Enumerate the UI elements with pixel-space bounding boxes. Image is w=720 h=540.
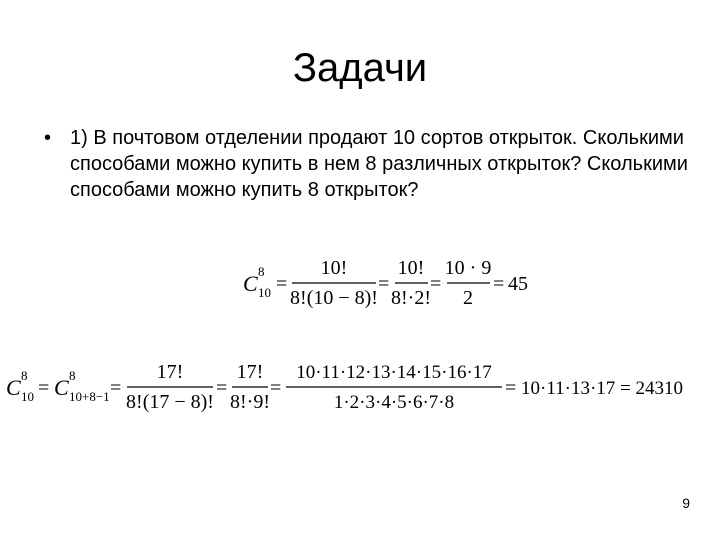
f2-lhs2-sub: 10+8−1	[69, 389, 110, 404]
f1-frac3-den: 2	[463, 287, 473, 309]
f1-lhs-sub: 10	[258, 285, 271, 300]
f1-eq2: =	[378, 273, 390, 295]
f2-frac2-num: 17!	[236, 361, 264, 383]
f1-frac1-num: 10!	[320, 257, 348, 279]
f1-eq1: =	[276, 273, 288, 295]
f2-eq2: =	[216, 377, 228, 399]
f2-eq4: =	[505, 377, 517, 399]
f1-eq3: =	[430, 273, 442, 295]
f2-lhs-sub: 10	[21, 389, 34, 404]
f2-eq0: =	[38, 377, 50, 399]
f1-lhs-sup: 8	[258, 264, 265, 279]
f2-lhs2-letter: C	[54, 375, 69, 400]
f1-frac3-num: 10 · 9	[444, 257, 492, 279]
slide-title: Задачи	[292, 46, 428, 90]
bullet-dot: •	[44, 127, 52, 149]
f2-lhs-letter: C	[6, 375, 21, 400]
f2-lhs2-sup: 8	[69, 368, 76, 383]
f2-lhs-sup: 8	[21, 368, 28, 383]
f2-result: 10·11·13·17 = 24310	[521, 378, 683, 399]
f1-frac2-den: 8!·2!	[391, 287, 431, 309]
f1-frac2-num: 10!	[397, 257, 425, 279]
f1-eq4: =	[493, 273, 505, 295]
formula-combinations-with-repetition	[6, 361, 683, 413]
f1-result: 45	[508, 273, 528, 295]
f2-frac2-den: 8!·9!	[230, 391, 270, 413]
f1-lhs-letter: C	[243, 271, 258, 296]
f2-eq1: =	[110, 377, 122, 399]
f1-frac1-den: 8!(10 − 8)!	[290, 287, 378, 309]
f2-frac3-num: 10·11·12·13·14·15·16·17	[296, 362, 492, 383]
problem-text: 1) В почтовом отделении продают 10 сортов открыток. Сколькими способами можно купить в нем 8 различных открыток? Сколькими способами можно купить 8 открыток?	[70, 127, 688, 201]
f2-frac1-num: 17!	[156, 361, 184, 383]
f2-eq3: =	[270, 377, 282, 399]
f2-frac1-den: 8!(17 − 8)!	[126, 391, 214, 413]
f2-frac3-den: 1·2·3·4·5·6·7·8	[333, 392, 455, 413]
page-number: 9	[682, 495, 690, 511]
